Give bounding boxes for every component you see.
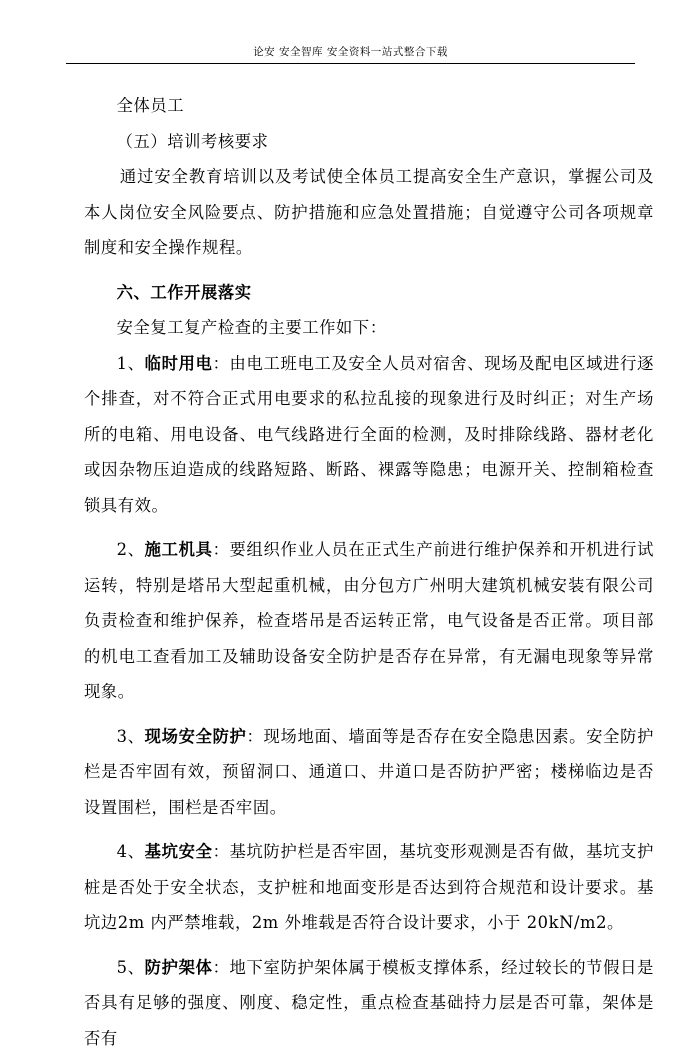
item-number: 3、 (117, 727, 145, 746)
paragraph-training-goal: 通过安全教育培训以及考试使全体员工提高安全生产意识，掌握公司及本人岗位安全风险要点、防护措施和应急处置措施；自觉遵守公司各项规章制度和安全操作规程。 (84, 159, 654, 266)
item-title: 施工机具 (145, 540, 213, 559)
header-divider (66, 63, 635, 64)
item-foundation-pit (84, 834, 654, 941)
item-construction-machinery (84, 532, 654, 710)
item-number: 2、 (117, 540, 145, 559)
item-title: 临时用电 (145, 354, 213, 373)
item-protective-frame (84, 950, 654, 1056)
item-number: 1、 (117, 354, 145, 373)
item-text: ：由电工班电工及安全人员对宿舍、现场及配电区域进行逐个排查，对不符合正式用电要求的私拉乱接的现象进行及时纠正；对生产场所的电箱、用电设备、电气线路进行全面的检测，及时排除线路、器材老化或因杂物压迫造成的线路短路、断路、裸露等隐患；电源开关、控制箱检查锁具有效。 (84, 354, 654, 515)
item-site-protection (84, 719, 654, 826)
page-header: 论安 安全智库 安全资料一站式整合下载 (66, 44, 635, 59)
item-number: 4、 (117, 842, 145, 861)
section-training-assessment: （五）培训考核要求 (84, 124, 654, 160)
item-text: ：要组织作业人员在正式生产前进行维护保养和开机进行试运转，特别是塔吊大型起重机械，由分包方广州明大建筑机械安装有限公司负责检查和维护保养，检查塔吊是否运转正常，电气设备是否正常。项目部的机电工查看加工及辅助设备安全防护是否存在异常，有无漏电现象等异常现象。 (84, 540, 654, 701)
item-number: 5、 (117, 958, 145, 977)
item-title: 现场安全防护 (145, 727, 247, 746)
item-title: 防护架体 (145, 958, 213, 977)
document-body (84, 88, 654, 1056)
paragraph-all-staff: 全体员工 (84, 88, 654, 124)
paragraph-inspection-intro: 安全复工复产检查的主要工作如下： (84, 310, 654, 346)
item-text: ：现场地面、墙面等是否存在安全隐患因素。安全防护栏是否牢固有效，预留洞口、通道口、井道口是否防护严密；楼梯临边是否设置围栏，围栏是否牢固。 (84, 727, 654, 817)
item-text: ：地下室防护架体属于模板支撑体系，经过较长的节假日是否具有足够的强度、刚度、稳定性，重点检查基础持力层是否可靠，架体是否有 (84, 958, 654, 1048)
heading-implementation: 六、工作开展落实 (84, 275, 654, 311)
item-title: 基坑安全 (145, 842, 213, 861)
item-temporary-power (84, 346, 654, 524)
item-text: ：基坑防护栏是否牢固，基坑变形观测是否有做，基坑支护桩是否处于安全状态，支护桩和地面变形是否达到符合规范和设计要求。基坑边2m 内严禁堆载，2m 外堆载是否符合设计要求，小于 20kN/m2。 (84, 842, 654, 932)
